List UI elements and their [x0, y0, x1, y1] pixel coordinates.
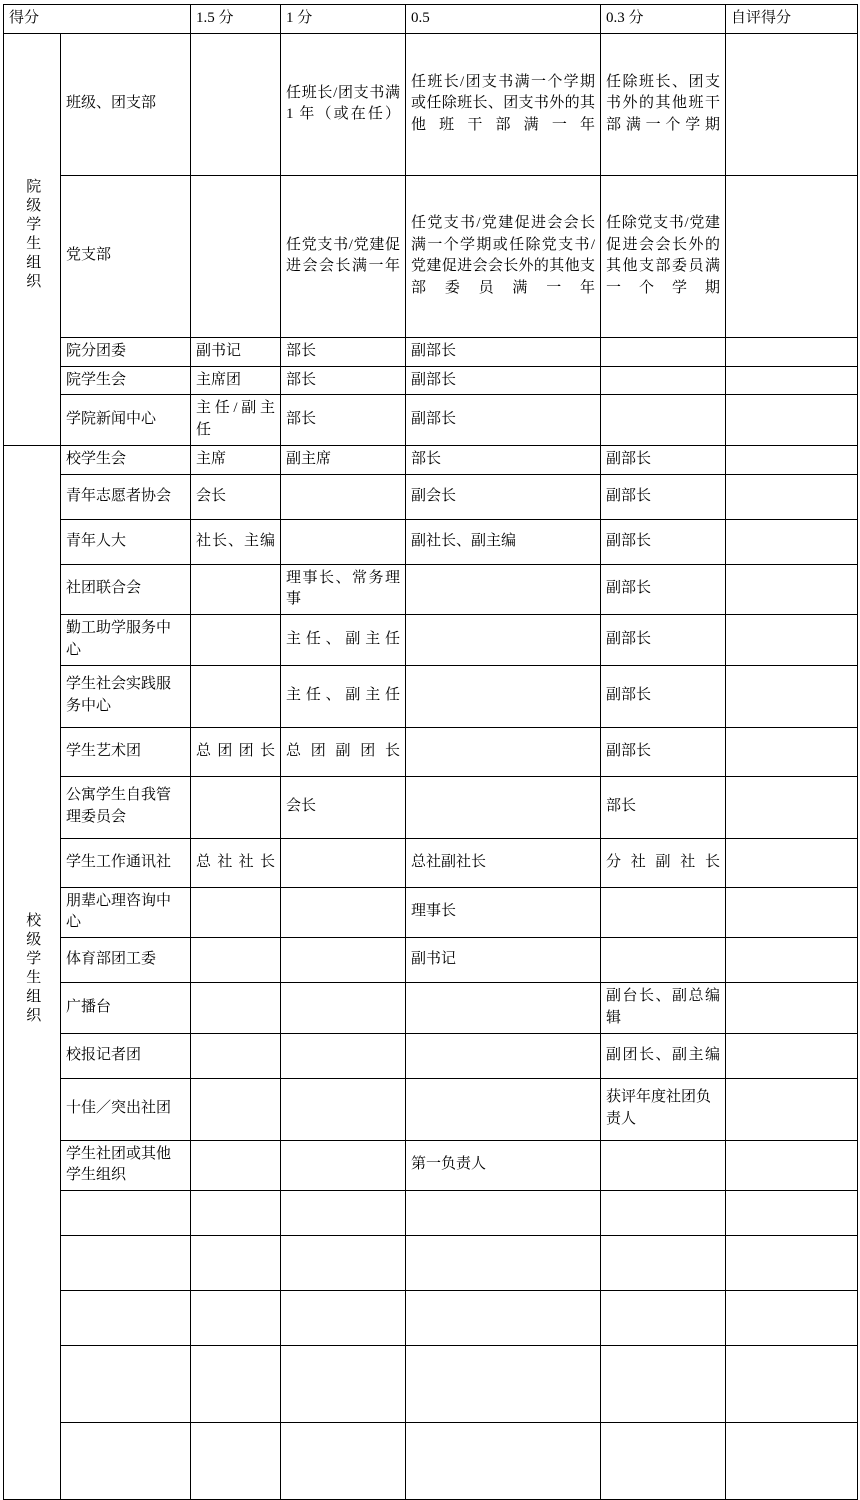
- cell-0point5: [406, 564, 601, 615]
- cell-0point5: [406, 615, 601, 666]
- row-label: 青年志愿者协会: [61, 474, 191, 519]
- cell-0point3: 分社副社长: [601, 838, 726, 887]
- cell-self-score: [726, 1346, 858, 1423]
- cell-0point3: 副部长: [601, 727, 726, 776]
- header-1point0: 1 分: [281, 5, 406, 34]
- cell-1point0: [281, 938, 406, 983]
- cell-0point5: [406, 776, 601, 838]
- header-self-score: 自评得分: [726, 5, 858, 34]
- cell-1point0: [281, 1236, 406, 1291]
- row-label: 朋辈心理咨询中心: [61, 887, 191, 938]
- cell-1point0: [281, 887, 406, 938]
- group-label-school-text: 校级学生组织: [24, 911, 41, 1026]
- row-label: [61, 1423, 191, 1500]
- row-label: 院分团委: [61, 337, 191, 366]
- cell-0point3: 任除班长、团支书外的其他班干部满一个学期: [601, 33, 726, 175]
- cell-self-score: [726, 1140, 858, 1191]
- cell-0point3: [601, 887, 726, 938]
- cell-0point5: [406, 665, 601, 727]
- cell-self-score: [726, 1033, 858, 1078]
- cell-0point5: 副社长、副主编: [406, 519, 601, 564]
- cell-1point5: 总社社长: [191, 838, 281, 887]
- cell-0point3: 任除党支书/党建促进会会长外的其他支部委员满一个学期: [601, 175, 726, 337]
- table-row: [4, 665, 858, 727]
- cell-0point3: 副部长: [601, 519, 726, 564]
- table-row: [4, 474, 858, 519]
- table-row: [4, 1033, 858, 1078]
- cell-1point5: [191, 983, 281, 1034]
- cell-self-score: [726, 395, 858, 446]
- group-label-college-text: 院级学生组织: [24, 178, 41, 293]
- cell-1point0: 主任、副主任: [281, 665, 406, 727]
- cell-0point5: [406, 1346, 601, 1423]
- header-1point5: 1.5 分: [191, 5, 281, 34]
- table-row: [4, 1423, 858, 1500]
- table-row: [4, 445, 858, 474]
- cell-1point0: [281, 1423, 406, 1500]
- cell-self-score: [726, 519, 858, 564]
- row-label: 院学生会: [61, 366, 191, 395]
- cell-self-score: [726, 474, 858, 519]
- cell-1point5: [191, 1346, 281, 1423]
- row-label: 校报记者团: [61, 1033, 191, 1078]
- cell-1point5: [191, 1291, 281, 1346]
- cell-1point5: [191, 615, 281, 666]
- cell-0point3: [601, 1423, 726, 1500]
- cell-1point0: 总团副团长: [281, 727, 406, 776]
- table-row: [4, 1346, 858, 1423]
- cell-self-score: [726, 366, 858, 395]
- table-header-row: [4, 5, 858, 34]
- cell-1point0: 任党支书/党建促进会会长满一年: [281, 175, 406, 337]
- cell-1point5: [191, 1033, 281, 1078]
- cell-0point5: 第一负责人: [406, 1140, 601, 1191]
- cell-self-score: [726, 33, 858, 175]
- row-label: 学生艺术团: [61, 727, 191, 776]
- cell-0point3: [601, 1236, 726, 1291]
- cell-0point5: 副会长: [406, 474, 601, 519]
- cell-0point3: [601, 1291, 726, 1346]
- cell-1point0: [281, 1346, 406, 1423]
- cell-1point5: 主席: [191, 445, 281, 474]
- cell-self-score: [726, 175, 858, 337]
- cell-1point0: [281, 519, 406, 564]
- cell-0point3: 副台长、副总编辑: [601, 983, 726, 1034]
- cell-0point3: 部长: [601, 776, 726, 838]
- table-row: [4, 564, 858, 615]
- cell-1point0: 主任、副主任: [281, 615, 406, 666]
- cell-self-score: [726, 838, 858, 887]
- cell-0point3: 副团长、副主编: [601, 1033, 726, 1078]
- header-score: 得分: [4, 5, 191, 34]
- row-label: [61, 1346, 191, 1423]
- cell-1point5: [191, 1078, 281, 1140]
- cell-1point0: [281, 1078, 406, 1140]
- row-label: 勤工助学服务中心: [61, 615, 191, 666]
- row-label: [61, 1291, 191, 1346]
- table-row: [4, 1291, 858, 1346]
- cell-self-score: [726, 615, 858, 666]
- cell-self-score: [726, 1291, 858, 1346]
- cell-1point5: [191, 33, 281, 175]
- cell-1point0: [281, 474, 406, 519]
- cell-0point5: 部长: [406, 445, 601, 474]
- cell-self-score: [726, 887, 858, 938]
- cell-1point5: [191, 564, 281, 615]
- cell-1point0: [281, 983, 406, 1034]
- cell-0point5: 任党支书/党建促进会会长满一个学期或任除党支书/党建促进会会长外的其他支部委员满一年: [406, 175, 601, 337]
- cell-1point5: 会长: [191, 474, 281, 519]
- cell-0point3: 副部长: [601, 445, 726, 474]
- cell-1point5: [191, 1236, 281, 1291]
- table-row: [4, 1078, 858, 1140]
- cell-1point5: [191, 175, 281, 337]
- cell-self-score: [726, 938, 858, 983]
- cell-0point5: 副部长: [406, 337, 601, 366]
- table-row: [4, 838, 858, 887]
- cell-self-score: [726, 337, 858, 366]
- table-row: [4, 519, 858, 564]
- cell-0point5: [406, 727, 601, 776]
- cell-0point5: [406, 983, 601, 1034]
- table-row: [4, 938, 858, 983]
- cell-self-score: [726, 727, 858, 776]
- row-label: 体育部团工委: [61, 938, 191, 983]
- cell-1point5: 主席团: [191, 366, 281, 395]
- table-row: [4, 337, 858, 366]
- cell-1point5: [191, 1423, 281, 1500]
- table-row: [4, 33, 858, 175]
- cell-0point5: [406, 1191, 601, 1236]
- cell-self-score: [726, 445, 858, 474]
- row-label: 校学生会: [61, 445, 191, 474]
- row-label: 学生工作通讯社: [61, 838, 191, 887]
- cell-0point3: 副部长: [601, 615, 726, 666]
- cell-0point3: [601, 1191, 726, 1236]
- row-label: 社团联合会: [61, 564, 191, 615]
- cell-0point3: [601, 938, 726, 983]
- table-row: [4, 1191, 858, 1236]
- cell-1point0: 副主席: [281, 445, 406, 474]
- row-label: [61, 1236, 191, 1291]
- table-row: [4, 175, 858, 337]
- cell-1point0: [281, 1291, 406, 1346]
- row-label: 十佳／突出社团: [61, 1078, 191, 1140]
- cell-0point5: [406, 1423, 601, 1500]
- table-row: [4, 983, 858, 1034]
- row-label: 学院新闻中心: [61, 395, 191, 446]
- cell-0point5: 副书记: [406, 938, 601, 983]
- cell-1point5: [191, 938, 281, 983]
- cell-0point3: [601, 366, 726, 395]
- cell-self-score: [726, 776, 858, 838]
- cell-1point0: 理事长、常务理事: [281, 564, 406, 615]
- cell-0point5: 副部长: [406, 366, 601, 395]
- cell-self-score: [726, 1423, 858, 1500]
- row-label: 青年人大: [61, 519, 191, 564]
- cell-0point3: 副部长: [601, 665, 726, 727]
- header-0point3: 0.3 分: [601, 5, 726, 34]
- table-row: [4, 776, 858, 838]
- cell-1point0: 部长: [281, 337, 406, 366]
- cell-0point5: 任班长/团支书满一个学期或任除班长、团支书外的其他班干部满一年: [406, 33, 601, 175]
- table-row: [4, 615, 858, 666]
- cell-1point0: [281, 838, 406, 887]
- cell-1point5: 主任/副主任: [191, 395, 281, 446]
- group-label-school: [4, 445, 61, 1499]
- row-label: 广播台: [61, 983, 191, 1034]
- table-row: [4, 727, 858, 776]
- cell-0point3: 获评年度社团负责人: [601, 1078, 726, 1140]
- cell-0point5: 理事长: [406, 887, 601, 938]
- cell-self-score: [726, 665, 858, 727]
- cell-0point5: 总社副社长: [406, 838, 601, 887]
- cell-1point5: [191, 1191, 281, 1236]
- cell-0point5: [406, 1033, 601, 1078]
- cell-self-score: [726, 1078, 858, 1140]
- score-table: [3, 4, 858, 1500]
- row-label: 班级、团支部: [61, 33, 191, 175]
- header-0point5: 0.5: [406, 5, 601, 34]
- cell-1point5: 副书记: [191, 337, 281, 366]
- table-row: [4, 366, 858, 395]
- cell-0point3: 副部长: [601, 564, 726, 615]
- row-label: 党支部: [61, 175, 191, 337]
- row-label: 学生社团或其他学生组织: [61, 1140, 191, 1191]
- cell-1point5: [191, 665, 281, 727]
- cell-1point0: 会长: [281, 776, 406, 838]
- cell-1point0: 部长: [281, 366, 406, 395]
- table-row: [4, 1140, 858, 1191]
- cell-1point0: [281, 1191, 406, 1236]
- cell-0point5: [406, 1078, 601, 1140]
- group-label-college: [4, 33, 61, 445]
- cell-self-score: [726, 564, 858, 615]
- cell-self-score: [726, 1236, 858, 1291]
- row-label: [61, 1191, 191, 1236]
- cell-1point5: [191, 776, 281, 838]
- cell-self-score: [726, 983, 858, 1034]
- row-label: 学生社会实践服务中心: [61, 665, 191, 727]
- cell-1point0: [281, 1140, 406, 1191]
- cell-1point5: 社长、主编: [191, 519, 281, 564]
- cell-0point3: [601, 1346, 726, 1423]
- table-row: [4, 395, 858, 446]
- cell-0point5: 副部长: [406, 395, 601, 446]
- cell-0point3: 副部长: [601, 474, 726, 519]
- cell-0point3: [601, 337, 726, 366]
- table-row: [4, 887, 858, 938]
- cell-1point0: 部长: [281, 395, 406, 446]
- cell-1point5: [191, 887, 281, 938]
- cell-1point0: 任班长/团支书满 1 年（或在任）: [281, 33, 406, 175]
- cell-0point3: [601, 1140, 726, 1191]
- cell-0point3: [601, 395, 726, 446]
- cell-1point5: 总团团长: [191, 727, 281, 776]
- table-row: [4, 1236, 858, 1291]
- cell-1point0: [281, 1033, 406, 1078]
- cell-self-score: [726, 1191, 858, 1236]
- cell-0point5: [406, 1236, 601, 1291]
- row-label: 公寓学生自我管理委员会: [61, 776, 191, 838]
- cell-0point5: [406, 1291, 601, 1346]
- cell-1point5: [191, 1140, 281, 1191]
